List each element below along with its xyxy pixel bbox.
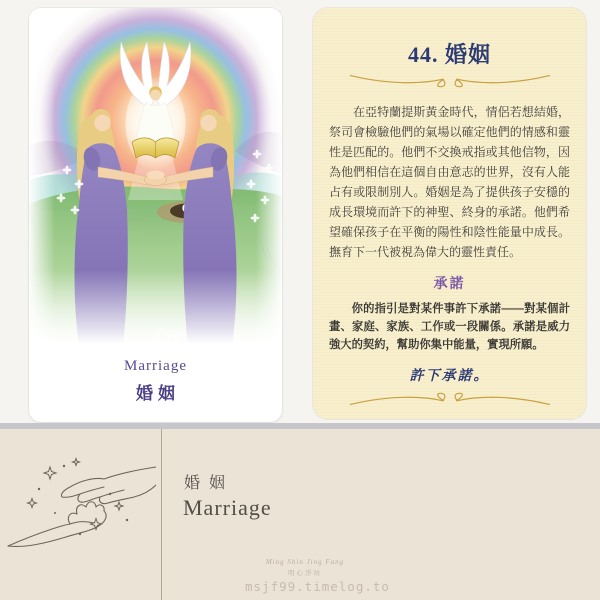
flourish-divider-icon <box>336 72 564 88</box>
affirmation-text: 許下承諾。 <box>409 369 490 384</box>
card-english-title: Marriage <box>124 358 187 374</box>
marriage-card-illustration <box>29 8 282 360</box>
banner-divider <box>161 429 162 600</box>
banner-chinese-label: 婚姻 <box>184 475 235 492</box>
card-description-paragraph: 在亞特蘭提斯黃金時代，情侶若想結婚，祭司會檢驗他們的氣場以確定他們的情感和靈性是匹配的。他們不交換戒指或其他信物，因為他們相信在這個自由意志的世界，沒有人能占有或限制別人。婚姻是為了提供孩子安穩的成長環境而許下的神聖、終身的承諾。他們希望確保孩子在平衡的陽性和陰性能量中成長。撫育下一代被視為偉大的靈性責任。 <box>329 105 570 259</box>
watermark-url: msjf99.timelog.to <box>245 579 390 594</box>
banner-english-label: Marriage <box>183 495 272 520</box>
watermark-chinese-line: 明心淨坊 <box>288 570 322 577</box>
watermark-script-line: Ming Shin Jing Fang <box>265 558 345 566</box>
guidance-paragraph: 你的指引是對某件事許下承諾——對某個計畫、家庭、家族、工作或一段關係。承諾是威力強大的契約，幫助你集中能量，實現所願。 <box>329 303 570 351</box>
card-number-title: 44. 婚姻 <box>407 42 491 67</box>
hands-reaching-icon <box>6 453 156 548</box>
oracle-card-front <box>29 8 282 422</box>
card-chinese-title: 婚姻 <box>136 384 180 403</box>
watermark <box>245 558 390 594</box>
oracle-card-meaning <box>313 8 586 419</box>
section-header: 承諾 <box>433 277 466 292</box>
flourish-divider-icon <box>336 392 564 408</box>
footer-banner <box>0 429 600 600</box>
